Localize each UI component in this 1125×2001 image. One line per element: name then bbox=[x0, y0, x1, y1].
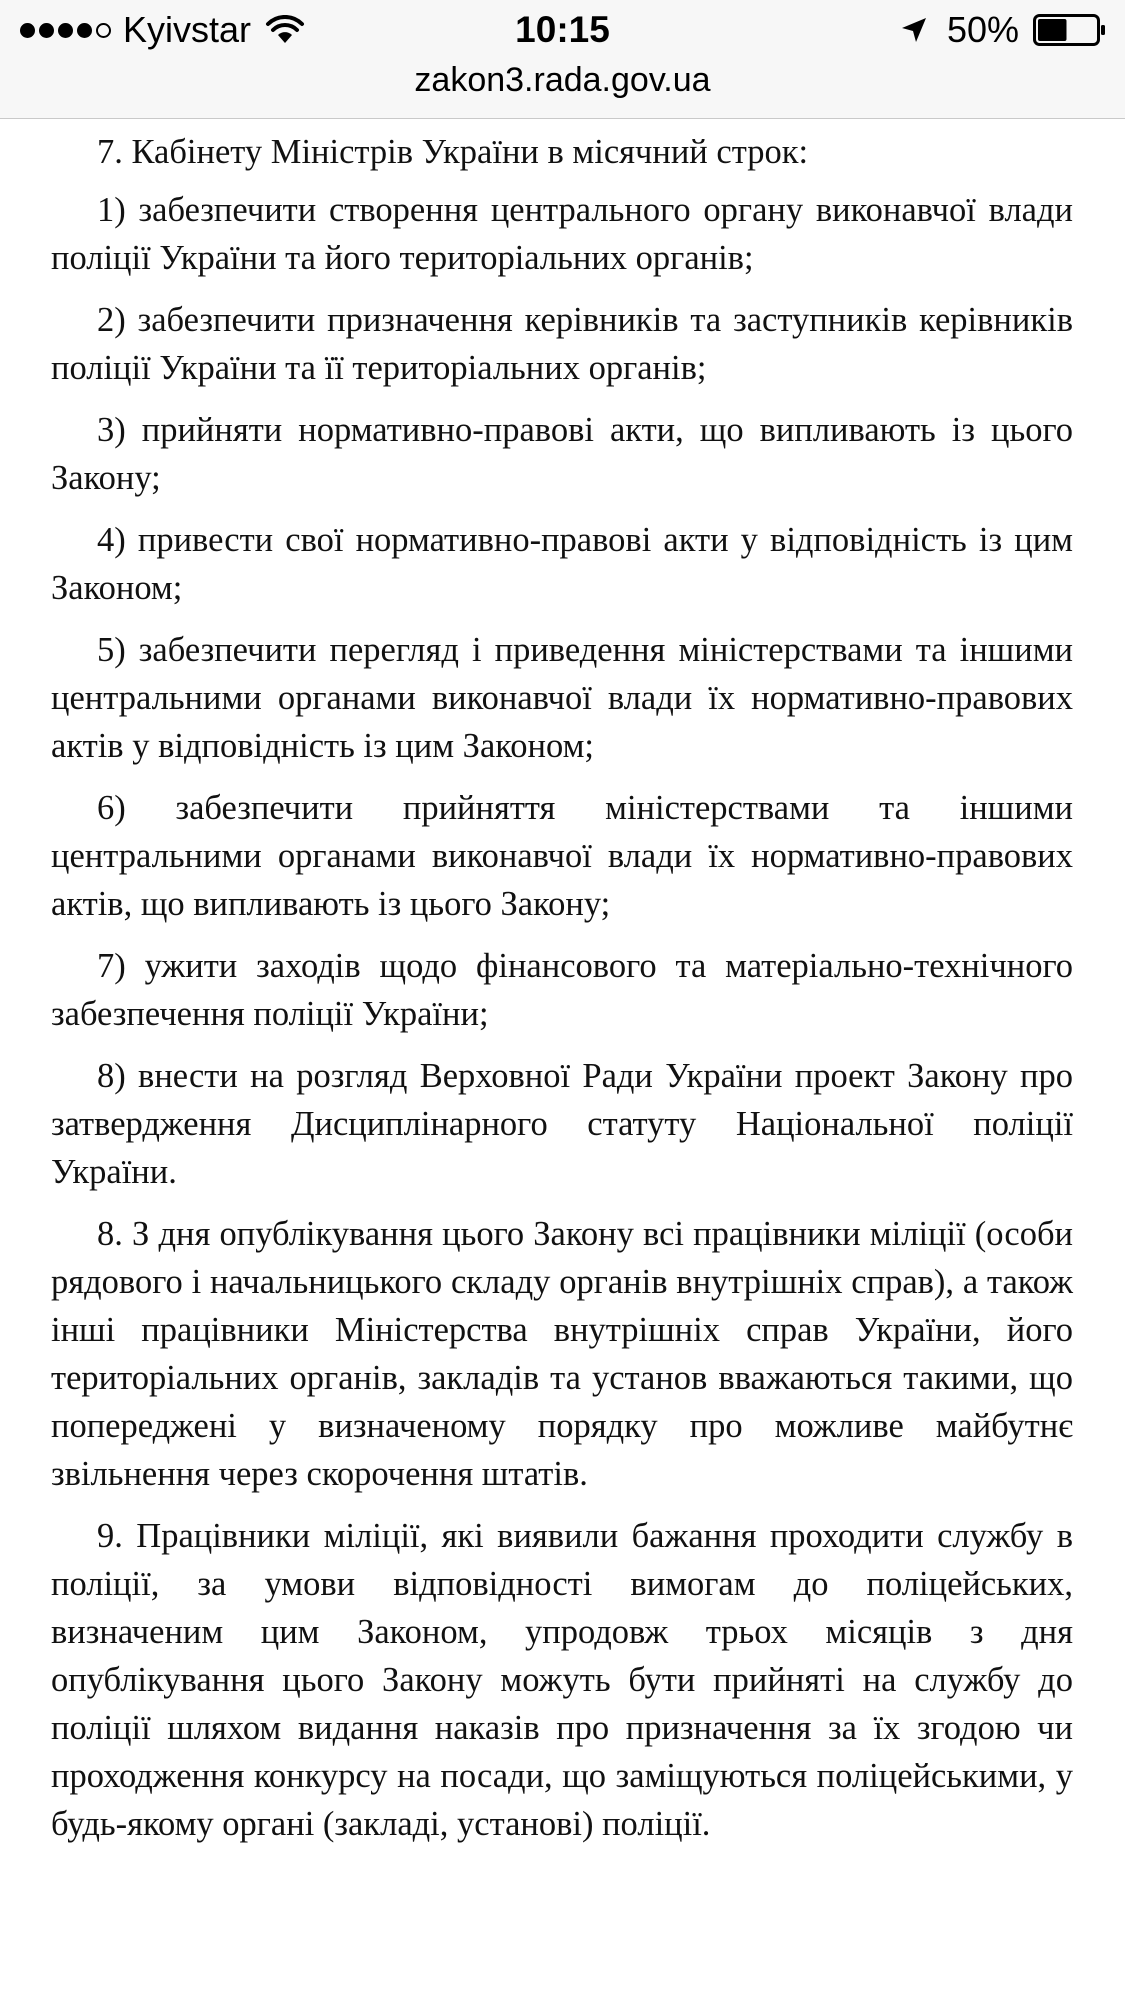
browser-chrome bbox=[0, 0, 1125, 119]
paragraph-7-item-6: 6) забезпечити прийняття міністерствами та іншими центральними органами виконавчої влади їх нормативно-правових актів, що випливають із цього Закону; bbox=[51, 789, 1073, 923]
paragraph-7-item-5: 5) забезпечити перегляд і приведення міністерствами та іншими центральними органами виконавчої влади їх нормативно-правових актів у відповідність із цим Законом; bbox=[51, 631, 1073, 765]
paragraph-9: 9. Працівники міліції, які виявили бажання проходити службу в поліції, за умови відповідності вимогам до поліцейських, визначеним цим Законом, упродовж трьох місяців з дня опублікування цього Закону можуть бути прийняті на службу до поліції шляхом видання наказів про призначення за їх згодою чи проходження конкурсу на посади, що заміщуються поліцейськими, у будь-якому органі (закладі, установі) поліції. bbox=[51, 1517, 1073, 1843]
battery-icon bbox=[1033, 14, 1107, 46]
paragraph-7-item-3: 3) прийняти нормативно-правові акти, що випливають із цього Закону; bbox=[51, 411, 1073, 497]
paragraph-8: 8. З дня опублікування цього Закону всі працівники міліції (особи рядового і начальницького складу органів внутрішніх справ), а також інші працівники Міністерства внутрішніх справ України, його територіальних органів, закладів та установ вважаються такими, що попереджені у визначеному порядку про можливе майбутнє звільнення через скорочення штатів. bbox=[51, 1215, 1073, 1493]
location-arrow-icon bbox=[899, 15, 929, 45]
status-time: 10:15 bbox=[515, 9, 610, 50]
battery-percentage: 50% bbox=[946, 9, 1019, 50]
status-bar-right bbox=[899, 8, 1107, 52]
carrier-name: Kyivstar bbox=[123, 9, 252, 50]
law-text bbox=[51, 128, 1073, 1862]
paragraph-7-item-4: 4) привести свої нормативно-правові акти у відповідність із цим Законом; bbox=[51, 521, 1073, 607]
paragraph-7-item-7: 7) ужити заходів щодо фінансового та матеріально-технічного забезпечення поліції України; bbox=[51, 947, 1073, 1033]
paragraph-7-item-2: 2) забезпечити призначення керівників та заступників керівників поліції України та її територіальних органів; bbox=[51, 301, 1073, 387]
paragraph-7-item-8: 8) внести на розгляд Верховної Ради України проект Закону про затвердження Дисциплінарного статуту Національної поліції України. bbox=[51, 1057, 1073, 1191]
address-bar-url[interactable]: zakon3.rada.gov.ua bbox=[414, 61, 711, 99]
paragraph-7-intro: 7. Кабінету Міністрів України в місячний строк: bbox=[97, 133, 809, 171]
paragraph-7-item-1: 1) забезпечити створення центрального органу виконавчої влади поліції України та його територіальних органів; bbox=[51, 191, 1073, 277]
